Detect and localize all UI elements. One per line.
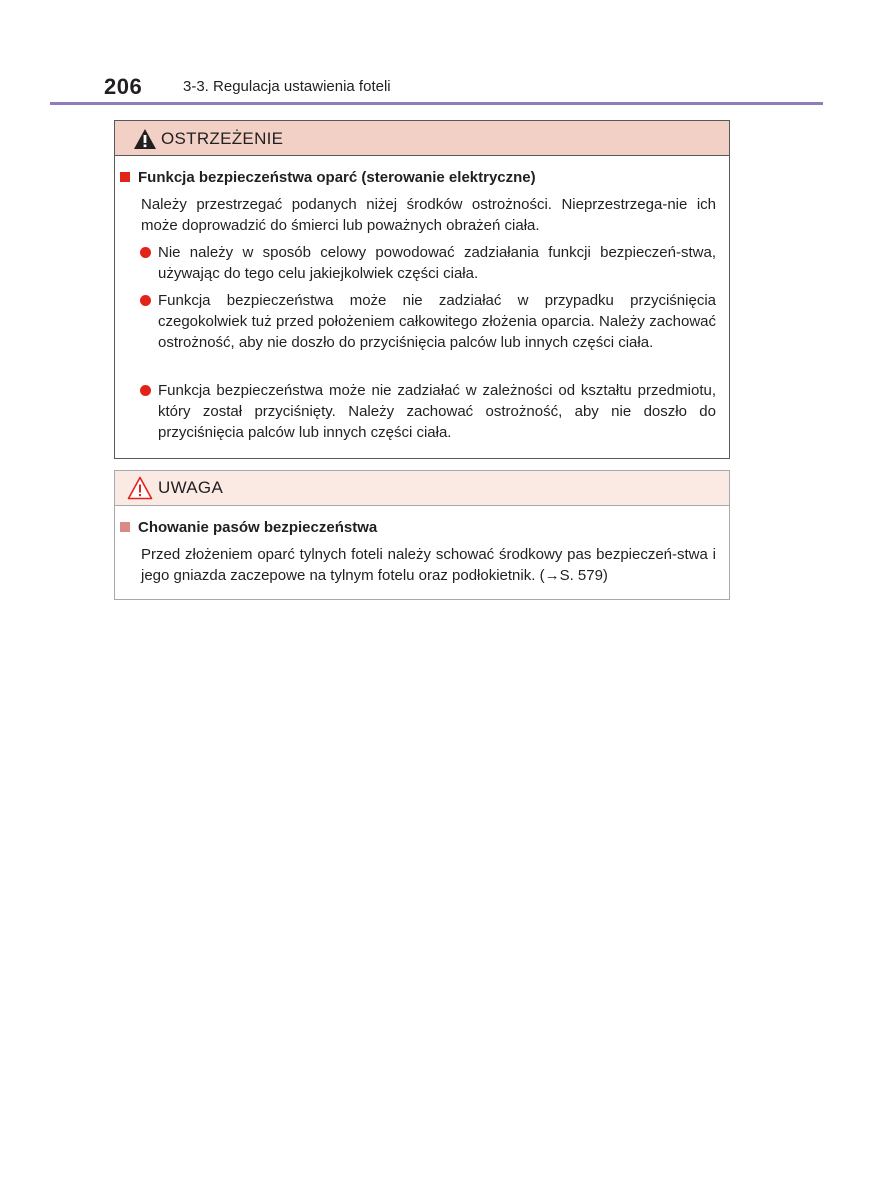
section-title: 3-3. Regulacja ustawienia foteli [183,78,391,95]
pink-square-icon [120,522,130,532]
notice-box [114,470,730,600]
header-rule [50,102,823,105]
bullet-dot-icon [140,385,151,396]
red-square-icon [120,172,130,182]
warning-box: OSTRZEŻENIE Funkcja bezpieczeństwa oparć (sterowanie elektryczne) Należy przestrzegać podanych niżej środków ostrożności. Nieprzestrzega-nie ich może doprowadzić do śmierci lub poważnych obrażeń ciała. Nie należy w sposób celowy powodować zadziałania funkcji bezpieczeń-stwa, używając do tego celu jakiejkolwiek części ciała. Funkcja bezpieczeństwa może nie zadziałać w przypadku przyciśnięcia czegokolwiek tuż przed położeniem całkowitego złożenia oparcia. Należy zachować ostrożność, aby nie doszło do przyciśnięcia palców lub innych części ciała. Funkcja bezpieczeństwa może nie zadziałać w zależności od kształtu przedmiotu, który został przyciśnięty. Należy zachować ostrożność, aby nie doszło do przyciśnięcia palców lub innych części ciała. [114,120,730,459]
warning-box-header [115,121,729,156]
notice-item-title: Chowanie pasów bezpieczeństwa [120,519,377,536]
warning-intro: Należy przestrzegać podanych niżej środków ostrożności. Nieprzestrzega-nie ich może doprowadzić do śmierci lub poważnych obrażeń ciała. [141,196,716,234]
bullet-dot-icon [140,295,151,306]
notice-box-title: UWAGA [158,478,224,497]
notice-box-header [115,471,729,506]
warning-triangle-filled-icon [133,128,157,150]
page-header [104,74,824,102]
page-number: 206 [104,74,143,99]
bullet-dot-icon [140,247,151,258]
warning-triangle-outline-icon [127,476,153,500]
warning-item-title: Funkcja bezpieczeństwa oparć (sterowanie elektryczne) [120,169,536,186]
warning-box-title: OSTRZEŻENIE [161,129,284,148]
notice-text: Przed złożeniem oparć tylnych foteli należy schować środkowy pas bezpieczeń-stwa i jego gniazda zaczepowe na tylnym fotelu oraz podłokietnik. (→S. 579) [141,546,716,584]
